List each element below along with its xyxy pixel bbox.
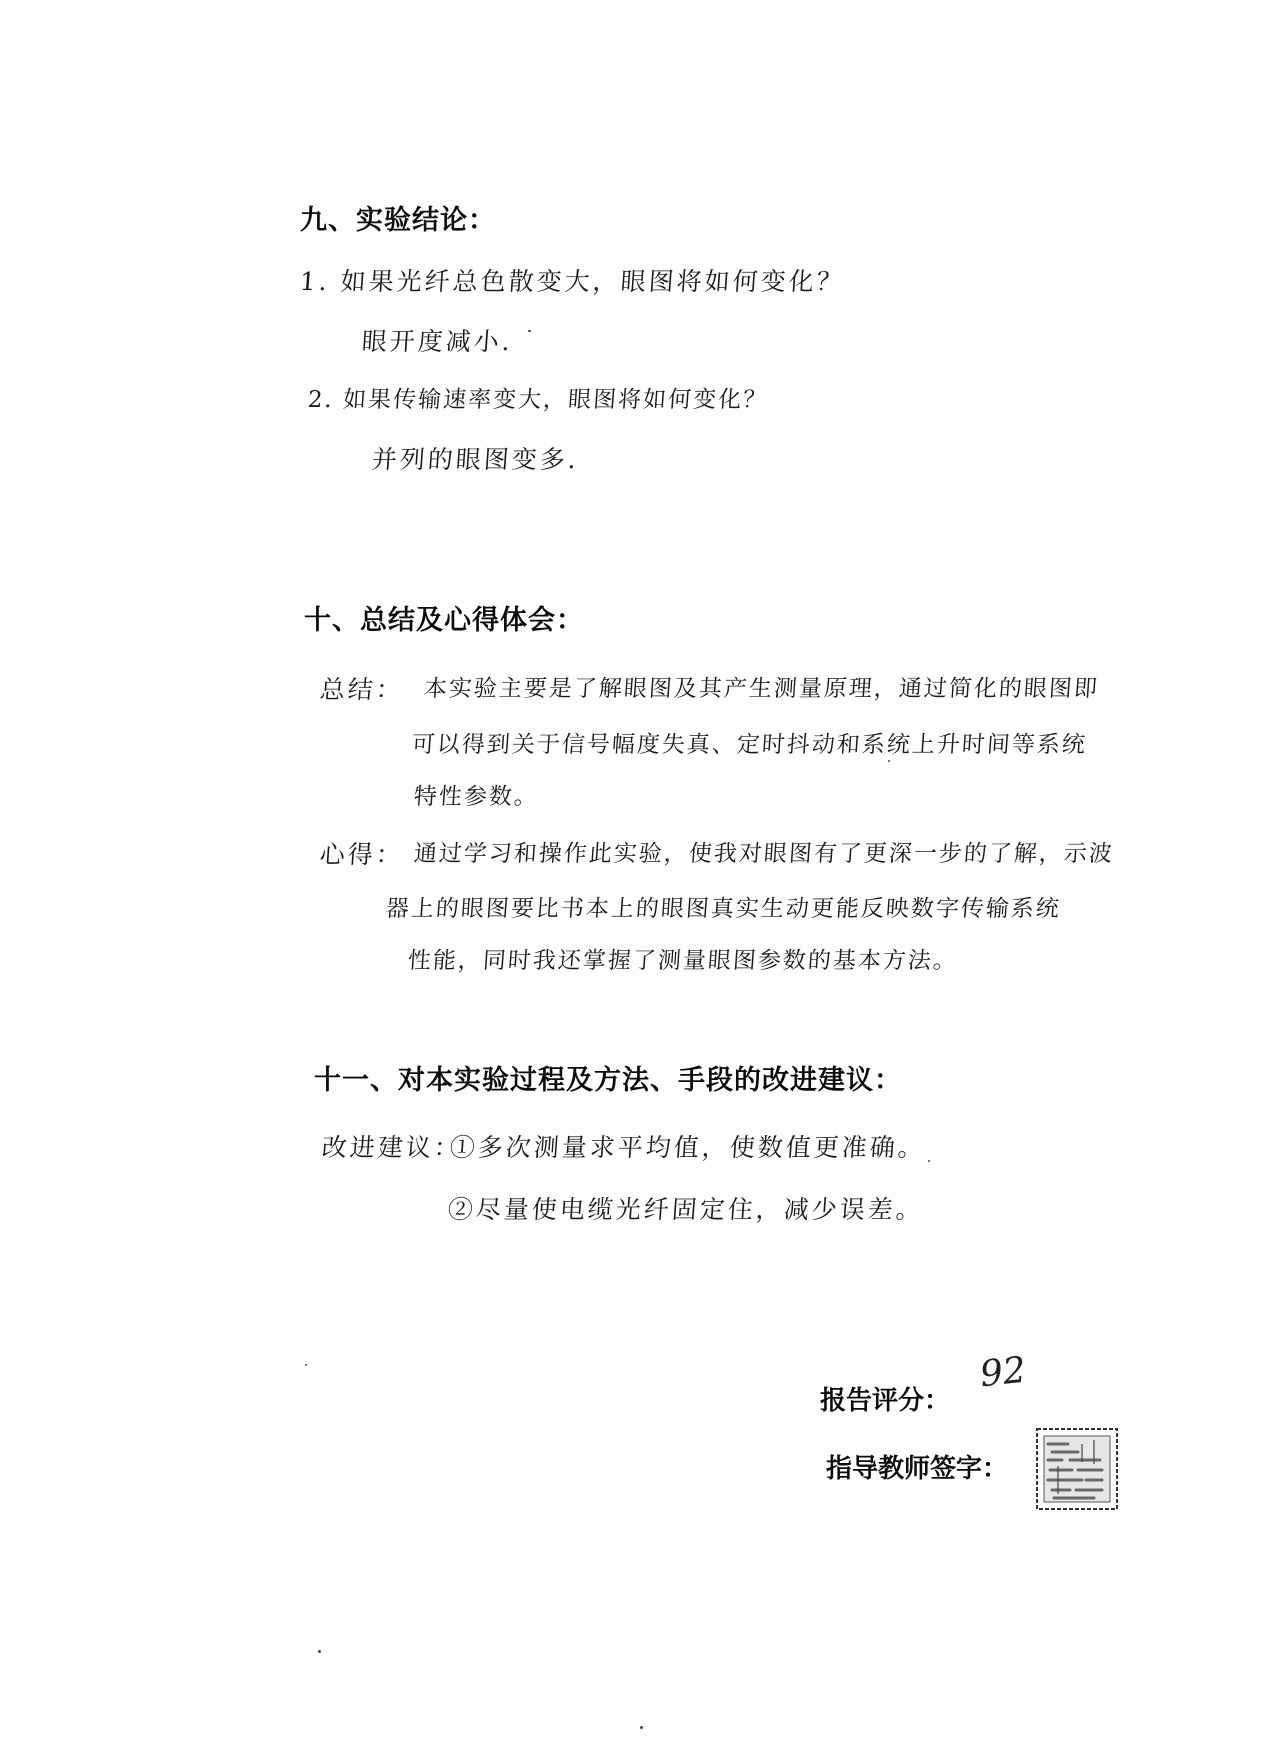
score-label: 报告评分： xyxy=(820,1386,951,1416)
scan-speck xyxy=(318,1650,321,1653)
section9-answer-1: 眼开度减小. xyxy=(360,327,514,356)
section9-answer-2: 并列的眼图变多. xyxy=(370,445,580,474)
scan-speck xyxy=(928,1160,930,1162)
section10-heading: 十、总结及心得体会： xyxy=(304,605,584,636)
improvement-item-2: ②尽量使电缆光纤固定住，减少误差。 xyxy=(446,1195,925,1224)
summary-line-3: 特性参数。 xyxy=(412,784,540,810)
scan-speck xyxy=(305,1364,307,1366)
experience-label: 心得： xyxy=(318,840,405,869)
scan-speck xyxy=(640,1726,643,1729)
signature-stamp xyxy=(1034,1426,1120,1512)
summary-line-2: 可以得到关于信号幅度失真、定时抖动和系统上升时间等系统 xyxy=(410,732,1088,758)
score-value: 92 xyxy=(977,1349,1028,1396)
signature-label: 指导教师签字： xyxy=(826,1454,1009,1484)
section9-question-1: 1. 如果光纤总色散变大，眼图将如何变化？ xyxy=(298,267,846,296)
summary-label: 总结： xyxy=(318,675,405,704)
scan-speck xyxy=(528,330,531,332)
improvement-item-1: ①多次测量求平均值，使数值更准确。 xyxy=(448,1133,927,1162)
experience-line-2: 器上的眼图要比书本上的眼图真实生动更能反映数字传输系统 xyxy=(384,896,1062,922)
section9-heading: 九、实验结论： xyxy=(300,205,496,236)
experience-line-1: 通过学习和操作此实验，使我对眼图有了更深一步的了解，示波 xyxy=(412,841,1115,867)
section11-heading: 十一、对本实验过程及方法、手段的改进建议： xyxy=(314,1065,902,1096)
summary-line-1: 本实验主要是了解眼图及其产生测量原理，通过简化的眼图即 xyxy=(422,676,1100,702)
scan-speck xyxy=(888,760,890,762)
section9-question-2: 2. 如果传输速率变大，眼图将如何变化？ xyxy=(306,387,769,413)
experience-line-3: 性能，同时我还掌握了测量眼图参数的基本方法。 xyxy=(406,948,959,974)
improvement-label: 改进建议： xyxy=(320,1133,463,1162)
